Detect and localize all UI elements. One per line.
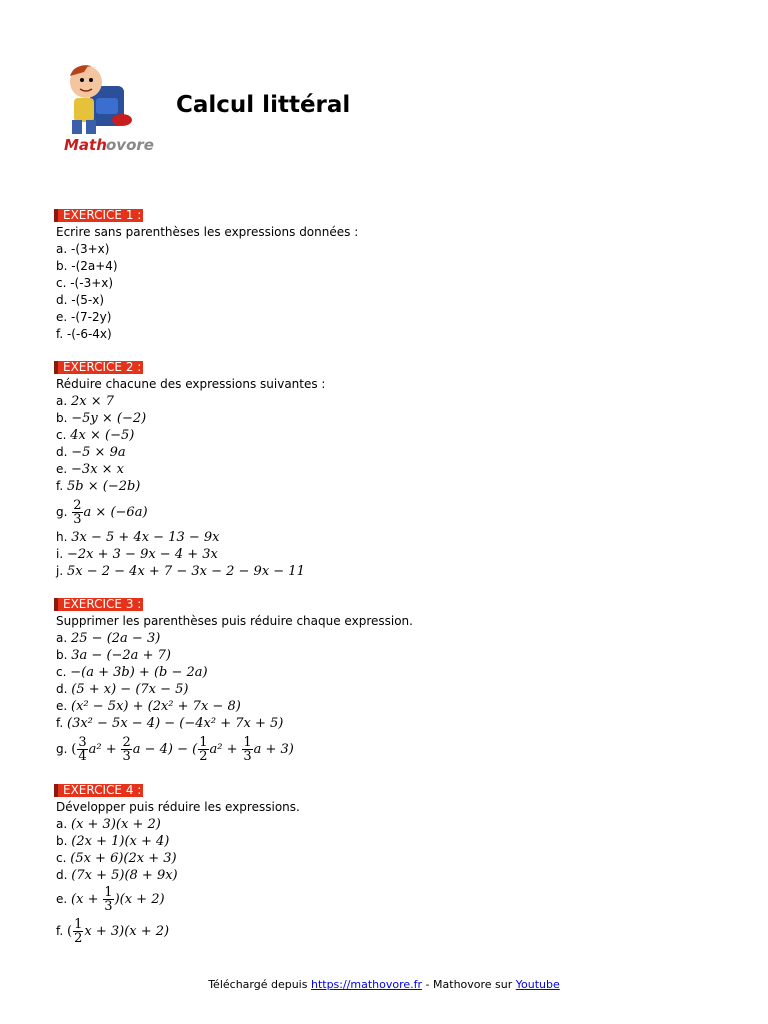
list-item: b. -(2a+4) [56, 259, 118, 273]
exercise-2 [56, 359, 736, 580]
exercise-1 [56, 207, 736, 343]
exercise-1-label: EXERCICE 1 : [54, 209, 143, 222]
list-item: a. (x + 3)(x + 2) [56, 817, 161, 832]
list-item: b. −5y × (−2) [56, 411, 147, 426]
list-item: d. -(5-x) [56, 293, 105, 307]
list-item: f. (3x² − 5x − 4) − (−4x² + 7x + 5) [56, 716, 284, 731]
list-item: a. 25 − (2a − 3) [56, 631, 161, 646]
mathovore-link[interactable]: https://mathovore.fr [310, 978, 423, 991]
list-item: f. -(-6-4x) [56, 327, 112, 341]
list-item: d. −5 × 9a [56, 445, 126, 460]
list-item: i. −2x + 3 − 9x − 4 + 3x [56, 547, 218, 562]
list-item: f. 5b × (−2b) [56, 479, 141, 494]
list-item: e. (x + $\frac{1}{3}$ )(x + 2) [56, 885, 165, 914]
list-item: e. −3x × x [56, 462, 125, 477]
youtube-link[interactable]: Youtube [515, 978, 560, 991]
exercise-2-instruction: Réduire chacune des expressions suivantes : [56, 377, 326, 391]
exercise-4-label: EXERCICE 4 : [54, 784, 143, 797]
list-item: g. ( $\frac{3}{4}$ a² + $\frac{2}{3}$ a − 4) − ( $\frac{1}{2}$ a² + $\frac{1}{3}$ a + 3) [56, 735, 294, 764]
exercise-3 [56, 596, 736, 766]
page-title: Calcul littéral [176, 92, 351, 118]
exercise-4-instruction: Développer puis réduire les expressions. [56, 800, 300, 814]
list-item: d. (7x + 5)(8 + 9x) [56, 868, 178, 883]
exercise-4 [56, 782, 736, 948]
mathovore-logo [50, 58, 160, 158]
list-item: a. -(3+x) [56, 242, 110, 256]
fraction: $\frac{2}{3}$ [73, 498, 82, 527]
exercise-3-label: EXERCICE 3 : [54, 598, 143, 611]
list-item: d. (5 + x) − (7x − 5) [56, 682, 189, 697]
list-item: c. (5x + 6)(2x + 3) [56, 851, 177, 866]
list-item: h. 3x − 5 + 4x − 13 − 9x [56, 530, 220, 545]
list-item: g. $\frac{2}{3}$ a × (−6a) [56, 498, 148, 527]
exercise-list [56, 207, 736, 964]
list-item: j. 5x − 2 − 4x + 7 − 3x − 2 − 9x − 11 [56, 564, 305, 579]
exercise-2-label: EXERCICE 2 : [54, 361, 143, 374]
list-item: a. 2x × 7 [56, 394, 115, 409]
list-item: c. -(-3+x) [56, 276, 114, 290]
exercise-3-instruction: Supprimer les parenthèses puis réduire chaque expression. [56, 614, 413, 628]
list-item: c. 4x × (−5) [56, 428, 135, 443]
list-item: b. (2x + 1)(x + 4) [56, 834, 170, 849]
svg-text:ovore: ovore [106, 136, 154, 154]
svg-text:Math: Math [64, 136, 107, 154]
footer: Téléchargé depuis https://mathovore.fr - Mathovore sur Youtube [208, 978, 560, 991]
list-item: b. 3a − (−2a + 7) [56, 648, 171, 663]
list-item: f. ( $\frac{1}{2}$ x + 3)(x + 2) [56, 917, 170, 946]
list-item: e. (x² − 5x) + (2x² + 7x − 8) [56, 699, 241, 714]
exercise-1-instruction: Ecrire sans parenthèses les expressions données : [56, 225, 359, 239]
list-item: e. -(7-2y) [56, 310, 112, 324]
list-item: c. −(a + 3b) + (b − 2a) [56, 665, 208, 680]
mascot-icon [50, 58, 160, 158]
